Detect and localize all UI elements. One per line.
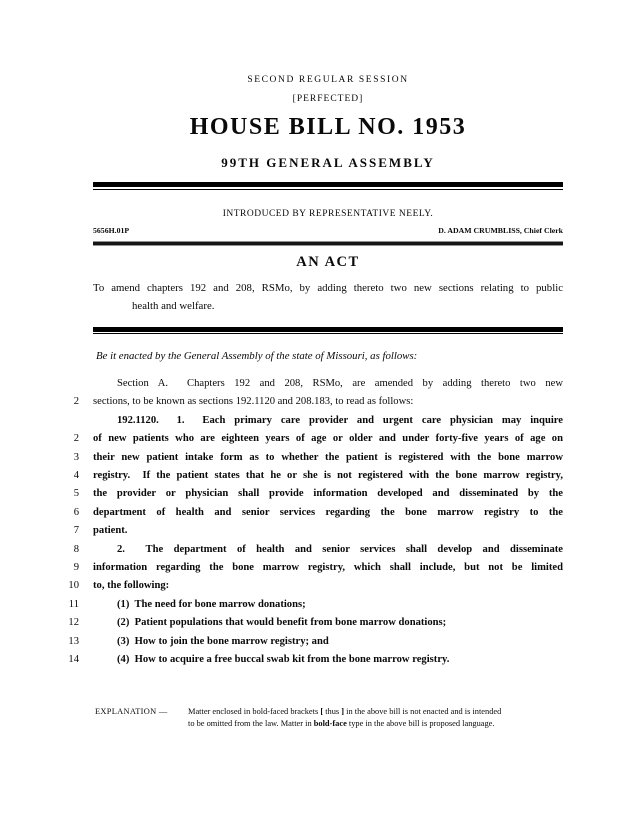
explanation-segment: to be omitted from the law. Matter in xyxy=(188,719,314,729)
bill-summary xyxy=(93,279,563,316)
bill-line xyxy=(73,485,563,503)
line-text: registry. If the patient states that he or she is not registered with the bone marrow registry, xyxy=(93,470,563,482)
explanation-segment: thus xyxy=(325,706,340,716)
session-heading: SECOND REGULAR SESSION xyxy=(247,75,409,85)
bill-line xyxy=(73,467,563,485)
bill-line xyxy=(73,541,563,559)
bill-line xyxy=(68,651,563,669)
explanation-line-1 xyxy=(188,706,563,719)
line-text: sections, to be known as sections 192.1120 and 208.183, to read as follows: xyxy=(93,396,414,408)
explanation-segment: bold-face xyxy=(313,719,347,729)
introduced-by-line: INTRODUCED BY REPRESENTATIVE NEELY. xyxy=(222,208,434,219)
explanation-footer xyxy=(93,706,563,731)
bill-title: HOUSE BILL NO. 1953 xyxy=(189,114,467,140)
bill-line xyxy=(73,430,563,448)
bill-line xyxy=(73,449,563,467)
bill-line xyxy=(73,393,563,411)
line-text: (2) Patient populations that would benefit from bone marrow donations; xyxy=(117,617,447,629)
assembly-heading: 99TH GENERAL ASSEMBLY xyxy=(221,155,435,170)
chief-clerk-name: D. ADAM CRUMBLISS, Chief Clerk xyxy=(438,225,563,235)
line-number: 2 xyxy=(73,396,79,408)
bill-line xyxy=(68,596,563,614)
line-text: (4) How to acquire a free buccal swab kit from the bone marrow registry. xyxy=(117,654,450,666)
clerk-row xyxy=(93,226,563,235)
line-text: (3) How to join the bone marrow registry; and xyxy=(117,635,329,647)
line-number: 8 xyxy=(73,543,79,555)
line-number: 11 xyxy=(68,598,79,610)
enacting-clause: Be it enacted by the General Assembly of the state of Missouri, as follows: xyxy=(96,350,418,362)
line-text: to, the following: xyxy=(93,580,170,592)
line-number: 9 xyxy=(73,562,79,574)
explanation-line-2 xyxy=(188,718,563,731)
bill-line xyxy=(68,614,563,632)
line-number: 12 xyxy=(68,617,79,629)
explanation-segment: [ xyxy=(320,706,324,716)
bill-body-lines xyxy=(68,375,563,670)
line-number: 4 xyxy=(73,470,79,482)
line-number: 7 xyxy=(73,525,79,537)
bill-line xyxy=(68,633,563,651)
line-text: information regarding the bone marrow registry, which shall include, but not be limited xyxy=(93,562,563,574)
bill-line xyxy=(93,375,563,393)
divider-rule-top xyxy=(93,182,563,190)
line-text: of new patients who are eighteen years of age or older and under forty-five years of age on xyxy=(93,433,563,445)
explanation-label: EXPLANATION — xyxy=(95,706,168,716)
line-text: patient. xyxy=(93,525,128,537)
explanation-segment: type in the above bill is proposed language. xyxy=(348,719,495,729)
line-number: 3 xyxy=(73,451,79,463)
an-act-heading: AN ACT xyxy=(296,253,360,270)
perfected-status: [PERFECTED] xyxy=(292,94,364,104)
line-text: their new patient intake form as to whether the patient is registered with the bone marrow xyxy=(93,451,563,463)
line-number: 2 xyxy=(73,433,79,445)
summary-line: To amend chapters 192 and 208, RSMo, by adding thereto two new sections relating to public xyxy=(93,281,563,294)
line-number: 6 xyxy=(73,506,79,518)
divider-rule-clerk xyxy=(93,241,563,246)
bill-line xyxy=(73,559,563,577)
explanation-text xyxy=(188,706,563,731)
line-number: 5 xyxy=(73,488,79,500)
summary-line: health and welfare. xyxy=(132,300,215,312)
bill-code: 5656H.01P xyxy=(93,225,130,235)
line-number: 13 xyxy=(68,635,79,647)
bill-line xyxy=(93,412,563,430)
bill-line xyxy=(73,504,563,522)
divider-rule-enacting xyxy=(93,327,563,335)
line-text: department of health and senior services regarding the bone marrow registry to the xyxy=(93,506,563,518)
line-text: the provider or physician shall provide information developed and disseminated by the xyxy=(93,488,563,500)
bill-line xyxy=(68,577,563,595)
line-text: Section A. Chapters 192 and 208, RSMo, are amended by adding thereto two new xyxy=(117,378,563,389)
line-text: (1) The need for bone marrow donations; xyxy=(117,598,306,610)
line-number: 10 xyxy=(68,580,79,592)
line-number: 14 xyxy=(68,654,79,666)
explanation-segment: in the above bill is not enacted and is intended xyxy=(346,706,502,716)
line-text: 2. The department of health and senior services shall develop and disseminate xyxy=(117,543,563,555)
line-text: 192.1120. 1. Each primary care provider and urgent care physician may inquire xyxy=(117,414,563,426)
explanation-segment: ] xyxy=(341,706,345,716)
explanation-segment: Matter enclosed in bold-faced brackets xyxy=(188,706,321,716)
bill-line xyxy=(73,522,563,540)
